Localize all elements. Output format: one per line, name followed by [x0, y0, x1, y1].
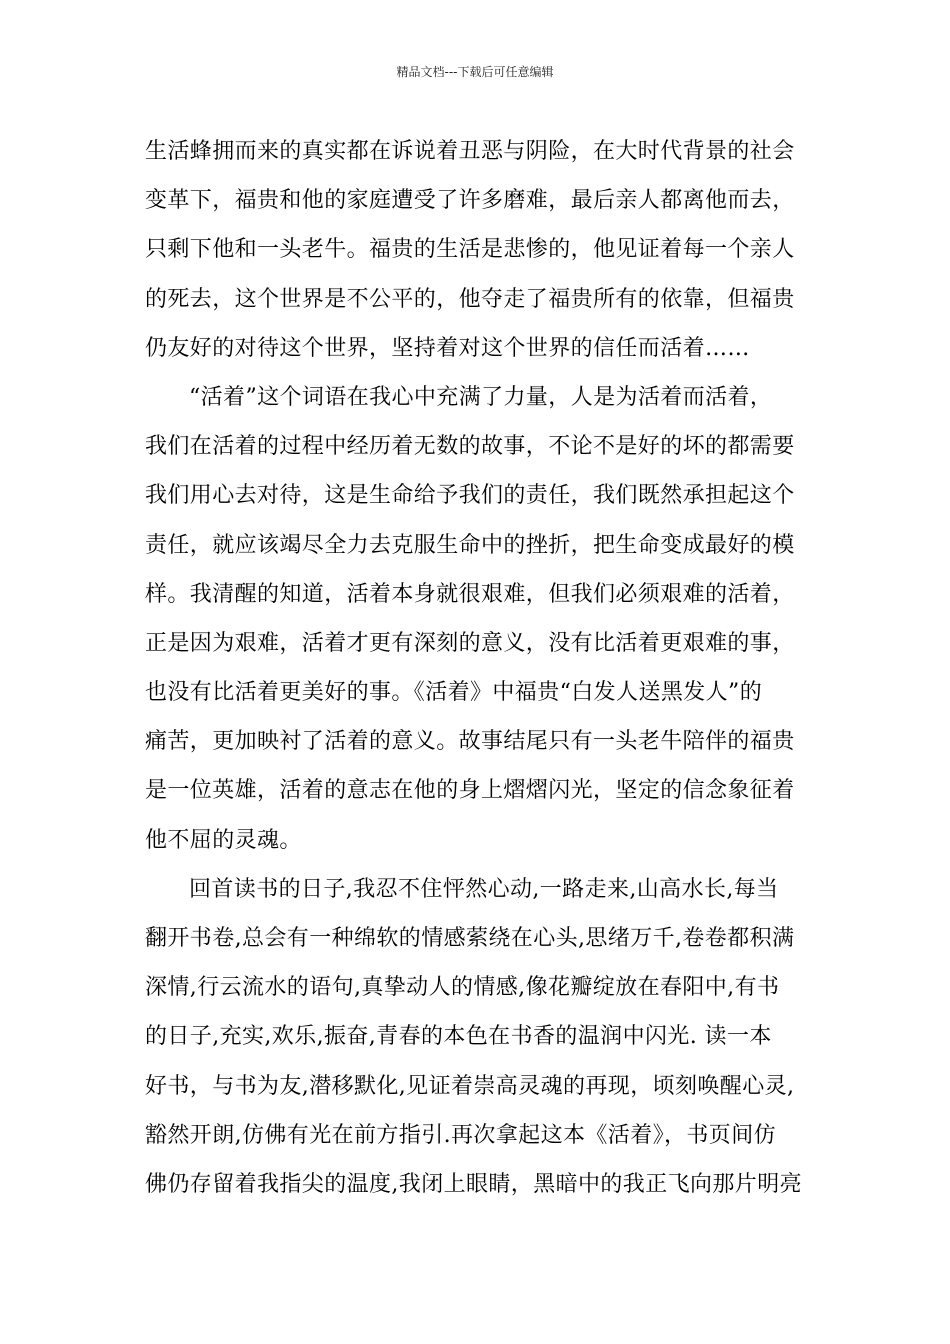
text-line: 豁然开朗,仿佛有光在前方指引.再次拿起这本《活着》，书页间仿 — [145, 1122, 776, 1148]
text-line: 痛苦，更加映衬了活着的意义。故事结尾只有一头老牛陪伴的福贵 — [145, 729, 795, 755]
page-header: 精品文档---下载后可任意编辑 — [396, 65, 554, 79]
text-line: 只剩下他和一头老牛。福贵的生活是悲惨的，他见证着每一个亲人 — [145, 237, 795, 263]
text-line: 我们用心去对待，这是生命给予我们的责任，我们既然承担起这个 — [145, 483, 795, 509]
document-body — [145, 132, 811, 1214]
text-line: 样。我清醒的知道，活着本身就很艰难，但我们必须艰难的活着， — [145, 581, 795, 607]
text-line: 他不屈的灵魂。 — [145, 827, 302, 853]
text-line: 好书，与书为友,潜移默化,见证着崇高灵魂的再现，顷刻唤醒心灵, — [145, 1073, 795, 1099]
text-line: 回首读书的日子,我忍不住怦然心动,一路走来,山高水长,每当 — [189, 876, 779, 902]
text-line: 翻开书卷,总会有一种绵软的情感萦绕在心头,思绪万千,卷卷都积满 — [145, 926, 795, 951]
text-line: 责任，就应该竭尽全力去克服生命中的挫折，把生命变成最好的模 — [145, 532, 795, 558]
text-line: 正是因为艰难，活着才更有深刻的意义，没有比活着更艰难的事， — [145, 630, 795, 656]
text-line: 佛仍存留着我指尖的温度,我闭上眼睛，黑暗中的我正飞向那片明亮 — [145, 1171, 802, 1197]
text-line: 我们在活着的过程中经历着无数的故事，不论不是好的坏的都需要 — [145, 434, 795, 460]
text-line: 也没有比活着更美好的事。《活着》中福贵“白发人送黑发人”的 — [145, 680, 763, 706]
text-line: 的死去，这个世界是不公平的，他夺走了福贵所有的依靠，但福贵 — [145, 286, 795, 312]
text-line: “活着”这个词语在我心中充满了力量，人是为活着而活着， — [189, 384, 773, 410]
text-line: 的日子,充实,欢乐,振奋,青春的本色在书香的温润中闪光. 读一本 — [145, 1024, 772, 1050]
text-line: 是一位英雄，活着的意志在他的身上熠熠闪光，坚定的信念象征着 — [145, 778, 795, 804]
text-line: 变革下，福贵和他的家庭遭受了许多磨难，最后亲人都离他而去， — [145, 188, 795, 214]
text-line: 仍友好的对待这个世界，坚持着对这个世界的信任而活着…… — [145, 335, 750, 361]
text-line: 深情,行云流水的语句,真挚动人的情感,像花瓣绽放在春阳中,有书 — [145, 975, 780, 1001]
text-line: 生活蜂拥而来的真实都在诉说着丑恶与阴险，在大时代背景的社会 — [145, 139, 795, 164]
